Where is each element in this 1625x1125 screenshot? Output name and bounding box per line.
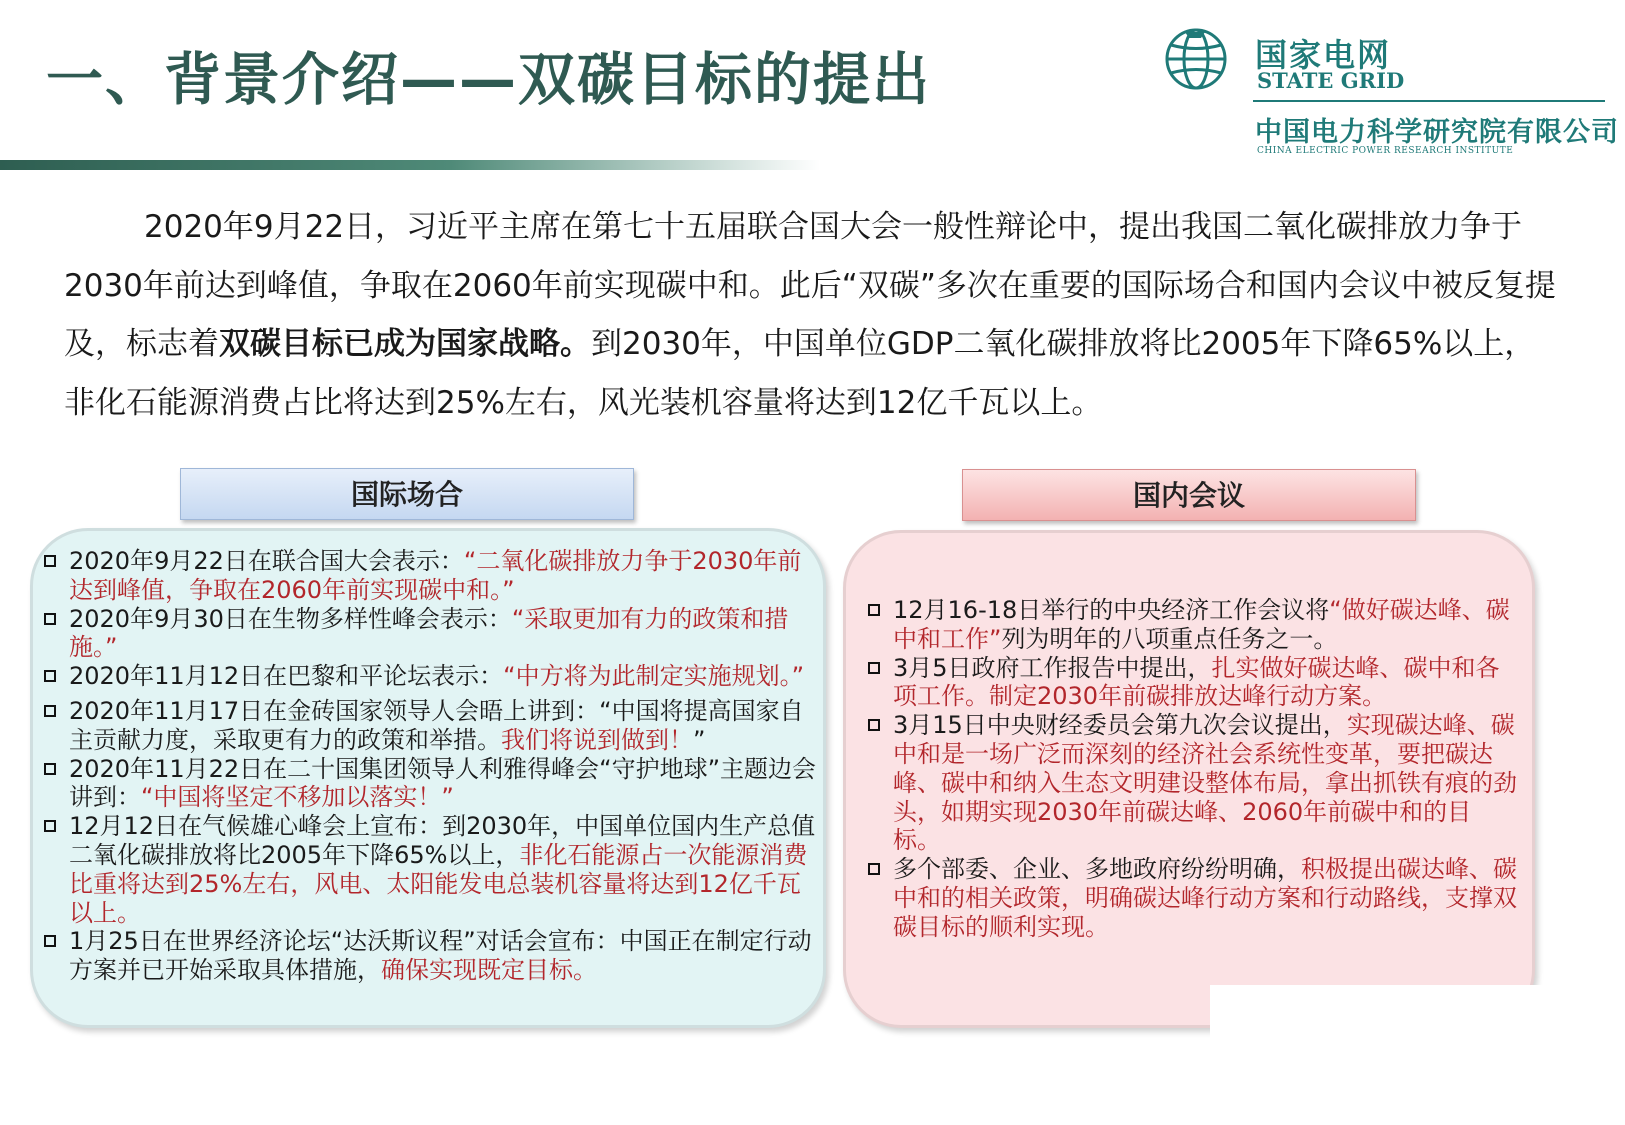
checkbox-bullet-icon [44, 670, 56, 682]
checkbox-bullet-icon [44, 763, 56, 775]
logo-divider [1253, 100, 1605, 102]
checkbox-bullet-icon [868, 863, 880, 875]
list-item: 2020年9月22日在联合国大会表示：“二氧化碳排放力争于2030年前达到峰值，争取在2060年前实现碳中和。” [44, 547, 819, 605]
list-item: 3月5日政府工作报告中提出，扎实做好碳达峰、碳中和各项工作。制定2030年前碳排放达峰行动方案。 [868, 654, 1518, 712]
logo-institute-cn: 中国电力科学研究院有限公司 [1255, 117, 1619, 148]
list-item: 12月12日在气候雄心峰会上宣布：到2030年，中国单位国内生产总值二氧化碳排放将比2005年下降65%以上，非化石能源占一次能源消费比重将达到25%左右，风电、太阳能发电总装机容量将达到12亿千瓦以上。 [44, 812, 819, 927]
intro-bold-text: 双碳目标已成为国家战略。 [219, 326, 591, 362]
logo-institute-en: CHINA ELECTRIC POWER RESEARCH INSTITUTE [1257, 146, 1514, 156]
logo-name-cn: 国家电网 [1255, 36, 1392, 74]
state-grid-logo [1165, 28, 1619, 158]
checkbox-bullet-icon [44, 613, 56, 625]
international-header: 国际场合 [180, 468, 634, 520]
checkbox-bullet-icon [44, 935, 56, 947]
logo-name-en: STATE GRID [1257, 68, 1405, 93]
list-item: 多个部委、企业、多地政府纷纷明确，积极提出碳达峰、碳中和的相关政策，明确碳达峰行动方案和行动路线，支撑双碳目标的顺利实现。 [868, 855, 1518, 941]
slide-title: 一、背景介绍——双碳目标的提出 [46, 47, 931, 113]
intro-text-1: 2020年9月22日，习近平主席在第七十五届联合国大会一般性辩论中，提出我国二氧化碳排放力争于2030年前达到峰值，争取在2060年前实现碳中和。此后“双碳”多次在重要的国际场合和国内会议中被反复提及，标志着 [64, 209, 1556, 362]
checkbox-bullet-icon [44, 705, 56, 717]
list-item: 2020年9月30日在生物多样性峰会表示：“采取更加有力的政策和措施。” [44, 605, 819, 663]
state-grid-globe-icon [1165, 28, 1227, 90]
checkbox-bullet-icon [868, 719, 880, 731]
blank-corner [1210, 985, 1625, 1125]
international-list [44, 547, 819, 985]
checkbox-bullet-icon [44, 820, 56, 832]
list-item: 1月25日在世界经济论坛“达沃斯议程”对话会宣布：中国正在制定行动方案并已开始采取具体措施，确保实现既定目标。 [44, 927, 819, 985]
list-item: 12月16-18日举行的中央经济工作会议将“做好碳达峰、碳中和工作”列为明年的八项重点任务之一。 [868, 596, 1518, 654]
title-underline-bar [0, 160, 820, 170]
domestic-header: 国内会议 [962, 469, 1416, 521]
intro-paragraph [64, 198, 1564, 432]
list-item: 2020年11月12日在巴黎和平论坛表示：“中方将为此制定实施规划。” [44, 662, 819, 691]
list-item: 3月15日中央财经委员会第九次会议提出，实现碳达峰、碳中和是一场广泛而深刻的经济社会系统性变革，要把碳达峰、碳中和纳入生态文明建设整体布局，拿出抓铁有痕的劲头，如期实现2030年前碳达峰、2060年前碳中和的目标。 [868, 711, 1518, 855]
checkbox-bullet-icon [44, 555, 56, 567]
intro-text-2: 到2030年，中国单位GDP二氧化碳排放将比2005年下降65%以上，非化石能源消费占比将达到25%左右，风光装机容量将达到12亿千瓦以上。 [64, 326, 1536, 421]
checkbox-bullet-icon [868, 662, 880, 674]
domestic-list [868, 596, 1518, 942]
list-item: 2020年11月22日在二十国集团领导人利雅得峰会“守护地球”主题边会讲到：“中国将坚定不移加以落实！” [44, 755, 819, 813]
list-item: 2020年11月17日在金砖国家领导人会晤上讲到：“中国将提高国家自主贡献力度，采取更有力的政策和举措。我们将说到做到！” [44, 697, 819, 755]
checkbox-bullet-icon [868, 604, 880, 616]
